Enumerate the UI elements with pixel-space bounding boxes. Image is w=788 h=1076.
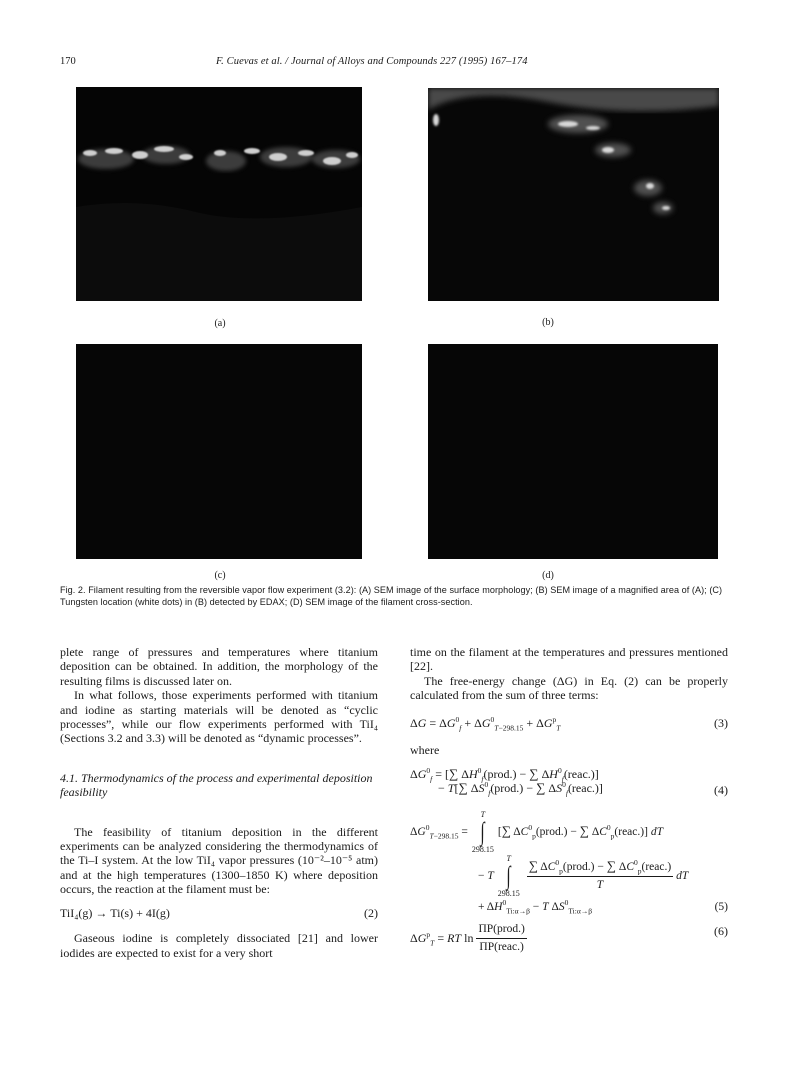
equation-4-line-2: − T[∑ $\Delta S^0_f(prod.)$ − ∑ $\Delta S^0_f(reac.)$] (438, 780, 603, 798)
right-paragraph-2: The free-energy change (ΔG) in Eq. (2) can be properly calculated from the sum of three terms: (410, 673, 728, 703)
equation-5 (410, 810, 728, 914)
page-header (60, 56, 728, 72)
equation-5-line-3: + $\Delta H^0_{Ti:\alpha\to\beta} - T$ $\Delta S^0_{Ti:\alpha\to\beta}$ (478, 898, 593, 916)
equation-6: $\Delta G^p_T$ = RT ln $\frac{\text{ΠP(prod.)}}{\text{ΠP(reac.)}}$ (6) (410, 923, 728, 953)
figure-panel-b-image (428, 88, 719, 301)
where-text: where (410, 742, 440, 757)
right-paragraph-1: time on the filament at the temperatures and pressures mentioned [22]. (410, 645, 728, 674)
equation-2-body: TiI₄(g) → Ti(s) + 4I(g) (60, 905, 170, 920)
equation-5-line-1: $\Delta G^0_{T-298.15}$ = T ∫ 298.15 [∑ $\Delta C^0_p(prod.)$ − ∑ $\Delta C^0_p(reac.)$] dT (410, 809, 663, 854)
left-paragraph-1: plete range of pressures and temperatures where titanium deposition can be obtained. In addition, the morphology of the resulting films is discussed later on. (60, 645, 378, 688)
left-paragraph-2: In what follows, those experiments performed with titanium and iodine as starting materials will be denoted as “cyclic processes”, while our flow experiments performed with TiI₄ (Sections 3.2 and 3.3) will be denoted as “dynamic processes”. (60, 688, 378, 746)
equation-2-number: (2) (364, 905, 378, 920)
equation-3-body: $\Delta G = \Delta G^0_f + \Delta G^0_{T-298.15} + \Delta G^p_T$ (410, 715, 561, 733)
left-paragraph-3: The feasibility of titanium deposition in the different experiments can be analyzed considering the thermodynamics of the Ti–I system. At the low TiI₄ vapor pressures (10⁻²–10⁻⁵ atm) and at the high temperatures (1300–1850 K) where deposition occurs, the reaction at the filament must be: (60, 824, 378, 897)
figure-caption: Fig. 2. Filament resulting from the reversible vapor flow experiment (3.2): (A) SEM image of the surface morphology; (B) SEM image of a magnified area of (A); (C) Tungsten location (white dots) in (B) detected by EDAX; (D) SEM image of the filament cross-section. (60, 585, 723, 607)
equation-3 (410, 715, 728, 733)
equation-4-line-1: $\Delta G^0_f$ = [∑ $\Delta H^0_f(prod.)$ − ∑ $\Delta H^0_f(reac.)$] (410, 766, 599, 784)
figure-panel-d-image (428, 344, 718, 559)
figure-panel-a-image (76, 87, 362, 301)
section-heading: 4.1. Thermodynamics of the process and experimental deposition feasibility (60, 770, 373, 800)
panel-label-c: (c) (214, 570, 226, 581)
running-head: F. Cuevas et al. / Journal of Alloys and Compounds 227 (1995) 167–174 (216, 56, 528, 67)
panel-label-b: (b) (542, 317, 554, 328)
equation-5-line-2: − T T ∫ 298.15 $\frac{\sum \Delta C^0_p(prod.) - \sum \Delta C^0_p(reac.)}{T}$ dT (478, 853, 689, 898)
right-column (410, 645, 728, 954)
equation-3-number: (3) (714, 716, 728, 731)
panel-label-d: (d) (542, 570, 554, 581)
equation-4-number: (4) (714, 783, 728, 798)
left-paragraph-4: Gaseous iodine is completely dissociated [21] and lower iodides are expected to exist for a very short (60, 931, 378, 960)
equation-4 (410, 767, 728, 796)
panel-label-a: (a) (214, 318, 226, 329)
page-number: 170 (60, 56, 76, 67)
figure-panel-c-image (76, 344, 362, 559)
left-column (60, 645, 378, 960)
equation-6-number: (6) (714, 924, 728, 939)
equation-2 (60, 906, 378, 920)
equation-5-number: (5) (714, 900, 728, 913)
